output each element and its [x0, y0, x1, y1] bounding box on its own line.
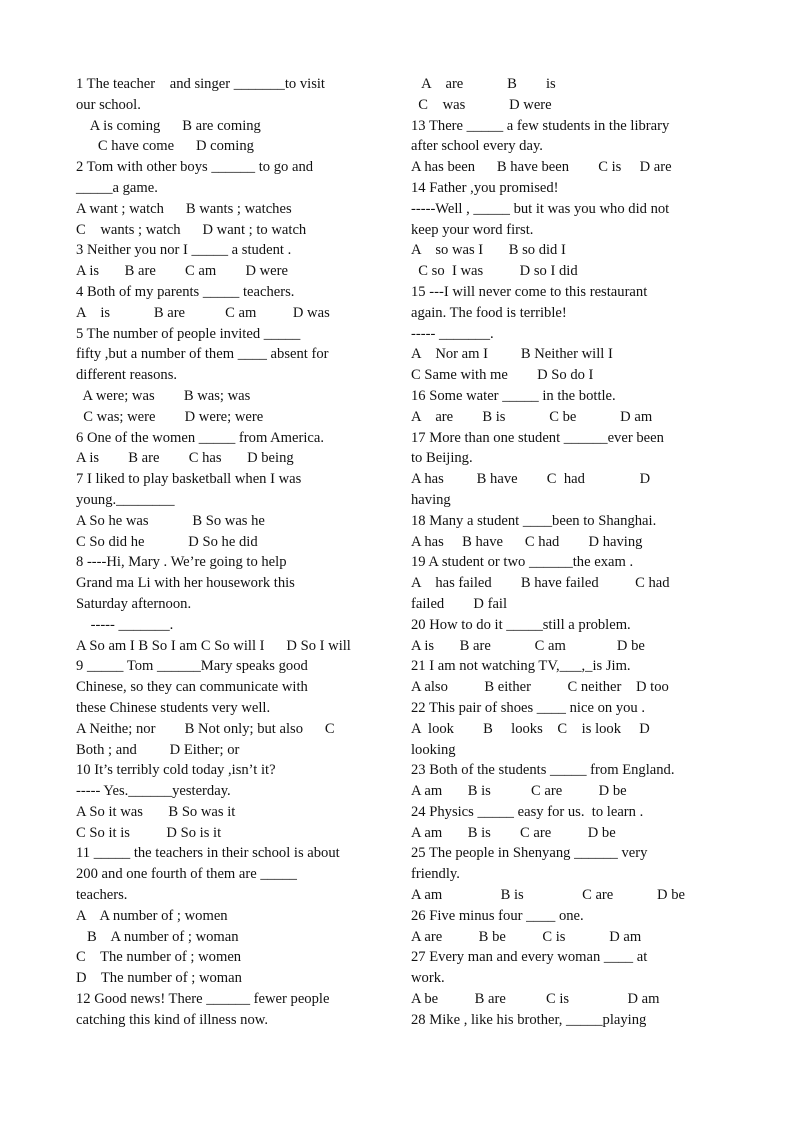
- text-line: Grand ma Li with her housework this: [76, 575, 295, 592]
- text-line: 24 Physics _____ easy for us. to learn .: [411, 803, 644, 820]
- text-line: 15 ---I will never come to this restaurant: [411, 283, 648, 300]
- text-line: 18 Many a student ____been to Shanghai.: [411, 512, 657, 529]
- text-line: A am B is C are D be: [411, 783, 627, 800]
- text-line: 9 _____ Tom ______Mary speaks good: [76, 658, 308, 675]
- text-line: C wants ; watch D want ; to watch: [76, 221, 307, 238]
- text-line: ----- _______.: [76, 616, 174, 633]
- text-line: Saturday afternoon.: [76, 595, 192, 612]
- text-line: A Neithe; nor B Not only; but also C: [76, 720, 335, 737]
- text-line: fifty ,but a number of them ____ absent for: [76, 346, 329, 363]
- text-line: 6 One of the women _____ from America.: [76, 429, 325, 446]
- text-line: 1 The teacher and singer _______to visit: [76, 76, 325, 92]
- text-line: 5 The number of people invited _____: [76, 325, 301, 342]
- text-line: A A number of ; women: [76, 907, 228, 924]
- text-line: 13 There _____ a few students in the library: [411, 117, 670, 134]
- text-line: A So he was B So was he: [76, 512, 265, 529]
- text-line: 4 Both of my parents _____ teachers.: [76, 283, 295, 300]
- text-line: A were; was B was; was: [76, 387, 251, 404]
- text-line: catching this kind of illness now.: [76, 1011, 268, 1028]
- text-line: 26 Five minus four ____ one.: [411, 907, 584, 924]
- text-line: _____a game.: [76, 179, 158, 196]
- text-line: different reasons.: [76, 367, 178, 384]
- text-line: 10 It’s terribly cold today ,isn’t it?: [76, 762, 276, 779]
- text-line: A is B are C am D be: [411, 637, 645, 654]
- text-line: 27 Every man and every woman ____ at: [411, 949, 648, 966]
- text-line: A is B are C am D was: [76, 304, 330, 321]
- text-line: A has failed B have failed C had: [411, 575, 670, 592]
- text-line: C was D were: [411, 96, 552, 113]
- text-line: 11 _____ the teachers in their school is about: [76, 845, 340, 862]
- text-line: D The number of ; woman: [76, 970, 242, 987]
- text-line: B A number of ; woman: [76, 928, 239, 945]
- text-line: A be B are C is D am: [411, 991, 660, 1008]
- text-line: 16 Some water _____ in the bottle.: [411, 387, 616, 404]
- text-line: A is B are C has D being: [76, 450, 294, 467]
- text-line: A are B is: [411, 76, 556, 92]
- text-line: A so was I B so did I: [411, 242, 566, 259]
- text-line: after school every day.: [411, 138, 543, 155]
- text-line: 12 Good news! There ______ fewer people: [76, 991, 330, 1008]
- text-line: 22 This pair of shoes ____ nice on you .: [411, 699, 646, 716]
- text-line: 7 I liked to play basketball when I was: [76, 471, 302, 488]
- right-column: [411, 74, 731, 1031]
- text-line: 23 Both of the students _____ from England.: [411, 762, 675, 779]
- text-line: 28 Mike , like his brother, _____playing: [411, 1011, 647, 1028]
- text-line: looking: [411, 741, 456, 758]
- text-line: keep your word first.: [411, 221, 534, 238]
- text-line: our school.: [76, 96, 141, 113]
- text-line: friendly.: [411, 866, 460, 883]
- text-line: failed D fail: [411, 595, 508, 612]
- text-line: C So it is D So is it: [76, 824, 222, 841]
- text-line: A is coming B are coming: [76, 117, 261, 134]
- text-line: A also B either C neither D too: [411, 679, 669, 696]
- text-line: again. The food is terrible!: [411, 304, 567, 321]
- text-line: 20 How to do it _____still a problem.: [411, 616, 631, 633]
- text-line: 8 ----Hi, Mary . We’re going to help: [76, 554, 287, 571]
- text-line: Chinese, so they can communicate with: [76, 679, 308, 696]
- text-line: C The number of ; women: [76, 949, 242, 966]
- text-line: 14 Father ,you promised!: [411, 179, 559, 196]
- text-line: ----- Yes.______yesterday.: [76, 783, 231, 800]
- text-line: A has B have C had D having: [411, 533, 643, 550]
- text-line: 200 and one fourth of them are _____: [76, 866, 297, 883]
- text-line: ----- _______.: [411, 325, 494, 342]
- text-line: A Nor am I B Neither will I: [411, 346, 613, 363]
- text-line: C So did he D So he did: [76, 533, 258, 550]
- text-line: -----Well , _____ but it was you who did not: [411, 200, 670, 217]
- text-line: 17 More than one student ______ever been: [411, 429, 664, 446]
- text-line: 3 Neither you nor I _____ a student .: [76, 242, 292, 259]
- text-line: A has B have C had D: [411, 471, 651, 488]
- text-line: A are B is C be D am: [411, 408, 653, 425]
- text-line: to Beijing.: [411, 450, 473, 467]
- text-line: these Chinese students very well.: [76, 699, 271, 716]
- text-line: having: [411, 491, 451, 508]
- text-line: young.________: [76, 491, 175, 508]
- text-line: teachers.: [76, 887, 128, 904]
- text-line: A are B be C is D am: [411, 928, 642, 945]
- text-line: C Same with me D So do I: [411, 367, 594, 384]
- text-line: Both ; and D Either; or: [76, 741, 240, 758]
- text-line: 25 The people in Shenyang ______ very: [411, 845, 648, 862]
- text-line: C have come D coming: [76, 138, 254, 155]
- text-line: A look B looks C is look D: [411, 720, 650, 737]
- text-line: A So am I B So I am C So will I D So I will: [76, 637, 351, 654]
- left-column: [76, 74, 396, 1031]
- text-line: A am B is C are D be: [411, 824, 616, 841]
- text-line: C was; were D were; were: [76, 408, 264, 425]
- text-line: 2 Tom with other boys ______ to go and: [76, 159, 314, 176]
- text-line: A want ; watch B wants ; watches: [76, 200, 292, 217]
- text-line: 21 I am not watching TV,___,_is Jim.: [411, 658, 631, 675]
- text-line: A is B are C am D were: [76, 263, 288, 280]
- text-line: A So it was B So was it: [76, 803, 236, 820]
- text-line: A has been B have been C is D are: [411, 159, 672, 176]
- text-line: work.: [411, 970, 445, 987]
- text-line: 19 A student or two ______the exam .: [411, 554, 634, 571]
- text-line: A am B is C are D be: [411, 887, 686, 904]
- text-line: C so I was D so I did: [411, 263, 578, 280]
